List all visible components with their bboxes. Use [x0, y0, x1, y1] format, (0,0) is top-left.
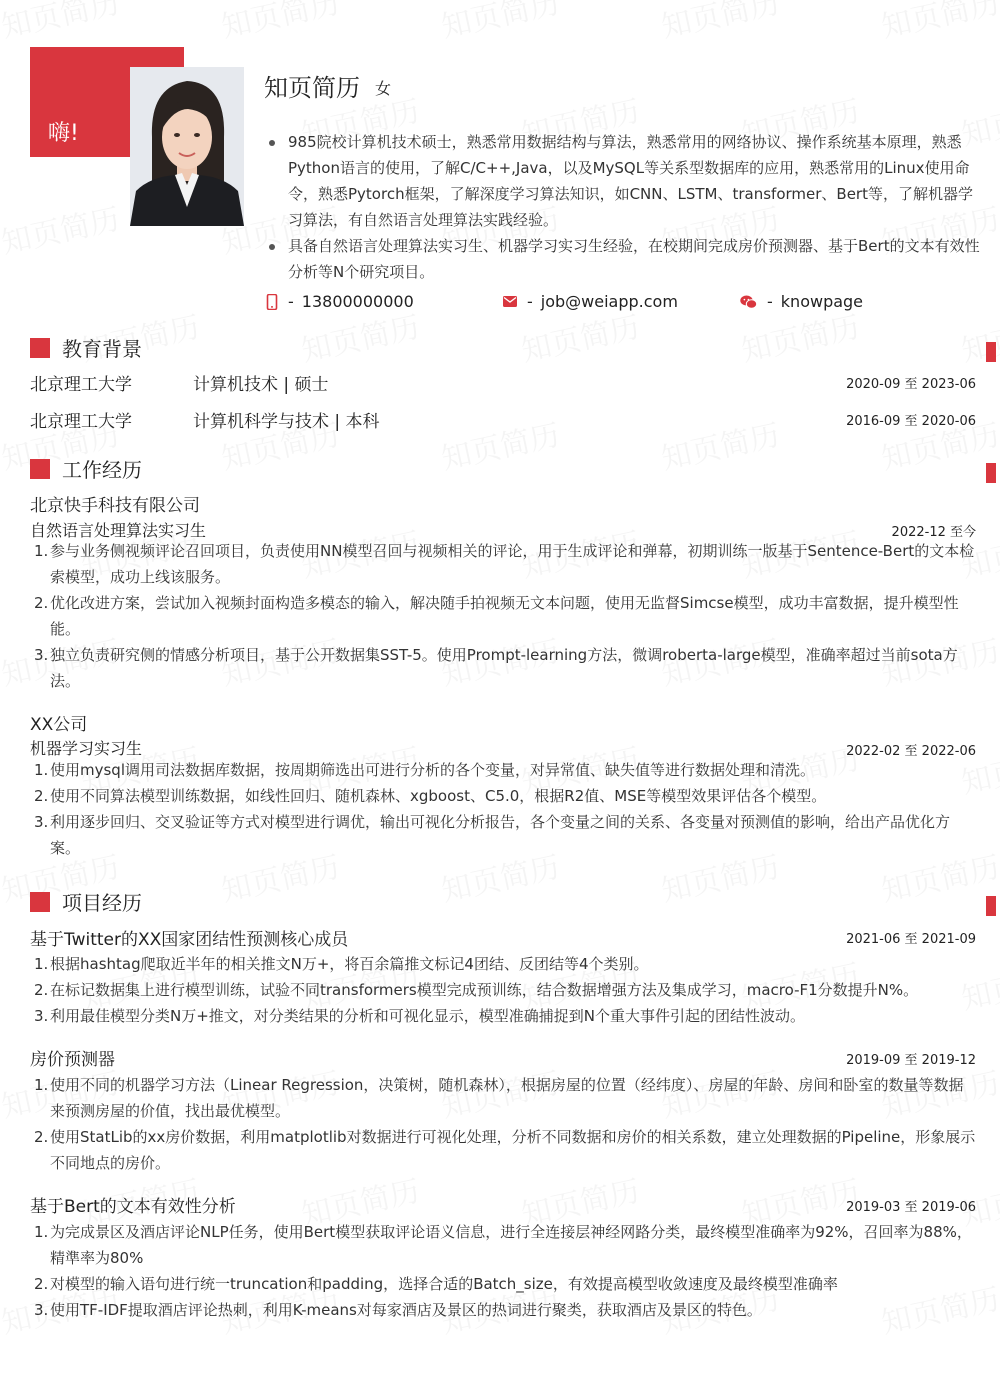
major-degree: 计算机技术 | 硕士: [193, 375, 329, 395]
summary-item: 具备自然语言处理算法实习生、机器学习实习生经验，在校期间完成房价预测器、基于Bert的文本有效性分析等N个研究项目。: [268, 233, 980, 285]
company-name: XX公司: [30, 715, 88, 735]
work-date: 2022-12 至今: [891, 525, 976, 540]
list-item: 1. 使用mysql调用司法数据库数据，按周期筛选出可进行分析的各个变量，对异常值、缺失值等进行数据处理和清洗。: [34, 761, 815, 779]
section-marker: [30, 338, 50, 358]
list-item: 3. 利用最佳模型分类N万+推文，对分类结果的分析和可视化显示，模型准确捕捉到N个重大事件引起的团结性波动。: [34, 1007, 806, 1025]
job-role: 自然语言处理算法实习生: [30, 521, 207, 540]
project-bullets: [30, 951, 976, 1029]
project-date: 2019-09 至 2019-12: [846, 1053, 976, 1068]
summary-item: 985院校计算机技术硕士，熟悉常用数据结构与算法，熟悉常用的网络协议、操作系统基本原理，熟悉Python语言的使用，了解C/C++,Java，以及MySQL等关系型数据库的应用，熟悉常用的Linux使用命令，熟悉Pytorch框架，了解深度学习算法知识，如CNN、LSTM、transformer、Bert等，了解机器学习算法，有自然语言处理算法实践经验。: [268, 129, 980, 233]
education-item: [30, 407, 976, 433]
section-title: 教育背景: [62, 337, 142, 361]
projects-heading: [30, 887, 142, 916]
list-item: 1. 使用不同的机器学习方法（Linear Regression，决策树，随机森林），根据房屋的位置（经纬度）、房屋的年龄、房间和卧室的数量等数据来预测房屋的价值，找出最优模型。: [34, 1076, 964, 1120]
school-name: 北京理工大学: [30, 412, 132, 432]
phone-number: 13800000000: [301, 292, 414, 311]
list-item: 2. 优化改进方案，尝试加入视频封面构造多模态的输入，解决随手拍视频无文本问题，使用无监督Simcse模型，成功丰富数据，提升模型性能。: [34, 594, 959, 638]
list-item: 2. 对模型的输入语句进行统一truncation和padding，选择合适的Batch_size，有效提高模型收敛速度及最终模型准确率: [34, 1275, 838, 1293]
list-item: 1. 参与业务侧视频评论召回项目，负责使用NN模型召回与视频相关的评论，用于生成评论和弹幕，初期训练一版基于Sentence-Bert的文本检索模型，成功上线该服务。: [34, 542, 975, 586]
side-marker: [986, 342, 996, 362]
list-item: 1. 为完成景区及酒店评论NLP任务，使用Bert模型获取评论语义信息，进行全连接层神经网路分类，最终模型准确率为92%，召回率为88%，精準率为80%: [34, 1223, 972, 1267]
project-date: 2019-03 至 2019-06: [846, 1200, 976, 1215]
project-date: 2021-06 至 2021-09: [846, 932, 976, 947]
greeting-text: 嗨!: [48, 121, 79, 146]
list-item: 3. 使用TF-IDF提取酒店评论热刺，利用K-means对每家酒店及景区的热词进行聚类，获取酒店及景区的特色。: [34, 1301, 762, 1319]
education-heading: [30, 333, 142, 362]
list-item: 2. 使用不同算法模型训练数据，如线性回归、随机森林、xgboost、C5.0，根据R2值、MSE等模型效果评估各个模型。: [34, 787, 827, 805]
education-date: 2020-09 至 2023-06: [846, 377, 976, 392]
project-bullets: [30, 1072, 976, 1176]
list-item: 3. 独立负责研究侧的情感分析项目，基于公开数据集SST-5。使用Prompt-learning方法，微调roberta-large模型，准确率超过当前sota方法。: [34, 646, 958, 690]
list-item: 1. 根据hashtag爬取近半年的相关推文N万+，将百余篇推文标记4团结、反团结等4个类别。: [34, 955, 649, 973]
work-bullets: [30, 538, 976, 694]
company-name: 北京快手科技有限公司: [30, 496, 200, 516]
school-name: 北京理工大学: [30, 375, 132, 395]
contact-phone: - 13800000000: [266, 292, 414, 311]
section-title: 项目经历: [62, 891, 142, 915]
mail-icon: [503, 296, 517, 307]
list-item: 2. 在标记数据集上进行模型训练，试验不同transformers模型完成预训练，结合数据增强方法及集成学习，macro-F1分数提升N%。: [34, 981, 919, 999]
wechat-id: knowpage: [780, 292, 864, 311]
avatar: [130, 67, 244, 226]
project-name: 基于Twitter的XX国家团结性预测核心成员: [30, 930, 349, 950]
education-date: 2016-09 至 2020-06: [846, 414, 976, 429]
work-bullets: [30, 757, 976, 861]
section-title: 工作经历: [62, 458, 142, 482]
candidate-gender: 女: [375, 79, 392, 98]
education-item: [30, 370, 976, 396]
section-marker: [30, 892, 50, 912]
section-marker: [30, 459, 50, 479]
major-degree: 计算机科学与技术 | 本科: [193, 412, 380, 432]
project-name: 基于Bert的文本有效性分析: [30, 1197, 236, 1217]
email-address[interactable]: job@weiapp.com: [540, 292, 678, 311]
list-item: 2. 使用StatLib的xx房价数据，利用matplotlib对数据进行可视化处理，分析不同数据和房价的相关系数，建立处理数据的Pipeline，形象展示不同地点的房价。: [34, 1128, 976, 1172]
contact-wechat: - knowpage: [740, 292, 863, 311]
candidate-name: 知页简历: [264, 74, 360, 102]
job-role: 机器学习实习生: [30, 739, 143, 758]
work-heading: [30, 454, 142, 483]
wechat-icon: [740, 295, 757, 309]
list-item: 3. 利用逐步回归、交叉验证等方式对模型进行调优，输出可视化分析报告，各个变量之间的关系、各变量对预测值的影响，给出产品优化方案。: [34, 813, 951, 857]
phone-icon: [266, 294, 278, 310]
contact-email: - job@weiapp.com: [503, 292, 678, 311]
project-name: 房价预测器: [30, 1050, 115, 1070]
summary-list: [268, 129, 980, 285]
side-marker: [986, 463, 996, 483]
side-marker: [986, 896, 996, 916]
work-date: 2022-02 至 2022-06: [846, 744, 976, 759]
project-bullets: [30, 1219, 976, 1323]
